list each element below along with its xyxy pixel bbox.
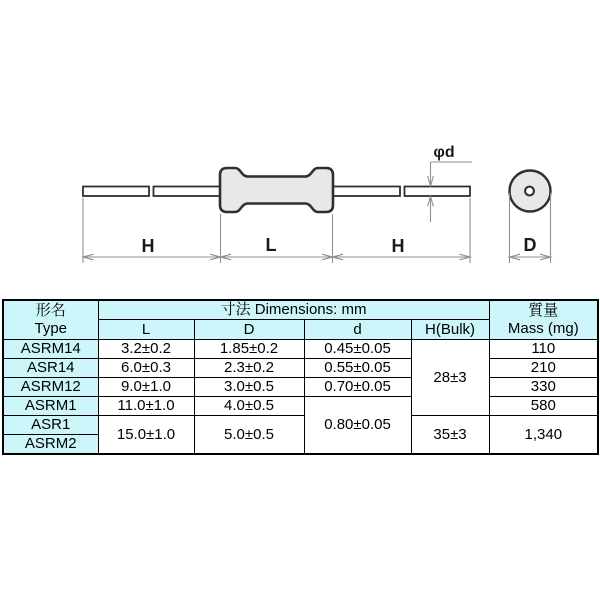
cell-h-bulk: 35±3: [411, 416, 489, 455]
header-col-l: L: [98, 320, 194, 340]
cell-dd: 0.45±0.05: [304, 340, 411, 359]
cell-l: 9.0±1.0: [98, 378, 194, 397]
cell-d: 1.85±0.2: [194, 340, 304, 359]
cell-mass: 580: [489, 397, 598, 416]
cell-d: 5.0±0.5: [194, 416, 304, 455]
end-view-lead-circle: [525, 187, 534, 196]
header-mass-en: Mass (mg): [507, 320, 579, 337]
cell-type: ASR14: [3, 359, 98, 378]
dim-label-l: L: [265, 235, 277, 255]
cell-d: 2.3±0.2: [194, 359, 304, 378]
dim-label-phi-d: φd: [433, 144, 455, 161]
header-dimensions: 寸法 Dimensions: mm: [98, 300, 489, 320]
cell-dd: 0.70±0.05: [304, 378, 411, 397]
cell-type: ASRM14: [3, 340, 98, 359]
header-type-en: Type: [34, 320, 68, 337]
table-row: [3, 340, 598, 359]
dim-label-h-right: H: [391, 236, 405, 256]
cell-type: ASRM12: [3, 378, 98, 397]
header-type: [3, 300, 98, 340]
header-mass-ja: 質量: [528, 302, 559, 319]
cell-h-bulk: 28±3: [411, 340, 489, 416]
header-type-ja: 形名: [35, 302, 66, 319]
table-row: [3, 416, 598, 435]
lead-wire-left: [83, 187, 221, 197]
dim-label-h-left: H: [141, 236, 155, 256]
dim-label-d: D: [523, 235, 537, 255]
cell-l: 6.0±0.3: [98, 359, 194, 378]
cell-d: 3.0±0.5: [194, 378, 304, 397]
header-mass: [489, 300, 598, 340]
header-col-d: D: [194, 320, 304, 340]
cell-type: ASR1: [3, 416, 98, 435]
cell-l: 15.0±1.0: [98, 416, 194, 455]
cell-l: 3.2±0.2: [98, 340, 194, 359]
table-row: [3, 359, 598, 378]
cell-dd: 0.80±0.05: [304, 397, 411, 455]
header-row-1: [3, 300, 598, 320]
cell-mass: 330: [489, 378, 598, 397]
cell-type: ASRM1: [3, 397, 98, 416]
cell-d: 4.0±0.5: [194, 397, 304, 416]
header-col-d-small: d: [304, 320, 411, 340]
table-row: [3, 397, 598, 416]
cell-mass: 110: [489, 340, 598, 359]
dimensions-table: [2, 299, 599, 455]
cell-type: ASRM2: [3, 435, 98, 455]
resistor-body: [220, 168, 333, 212]
cell-mass: 1,340: [489, 416, 598, 455]
lead-wire-right: [332, 187, 470, 197]
cell-dd: 0.55±0.05: [304, 359, 411, 378]
cell-l: 11.0±1.0: [98, 397, 194, 416]
resistor-dimension-diagram: [0, 0, 600, 296]
table-row: [3, 378, 598, 397]
cell-mass: 210: [489, 359, 598, 378]
header-col-h-bulk: H(Bulk): [411, 320, 489, 340]
